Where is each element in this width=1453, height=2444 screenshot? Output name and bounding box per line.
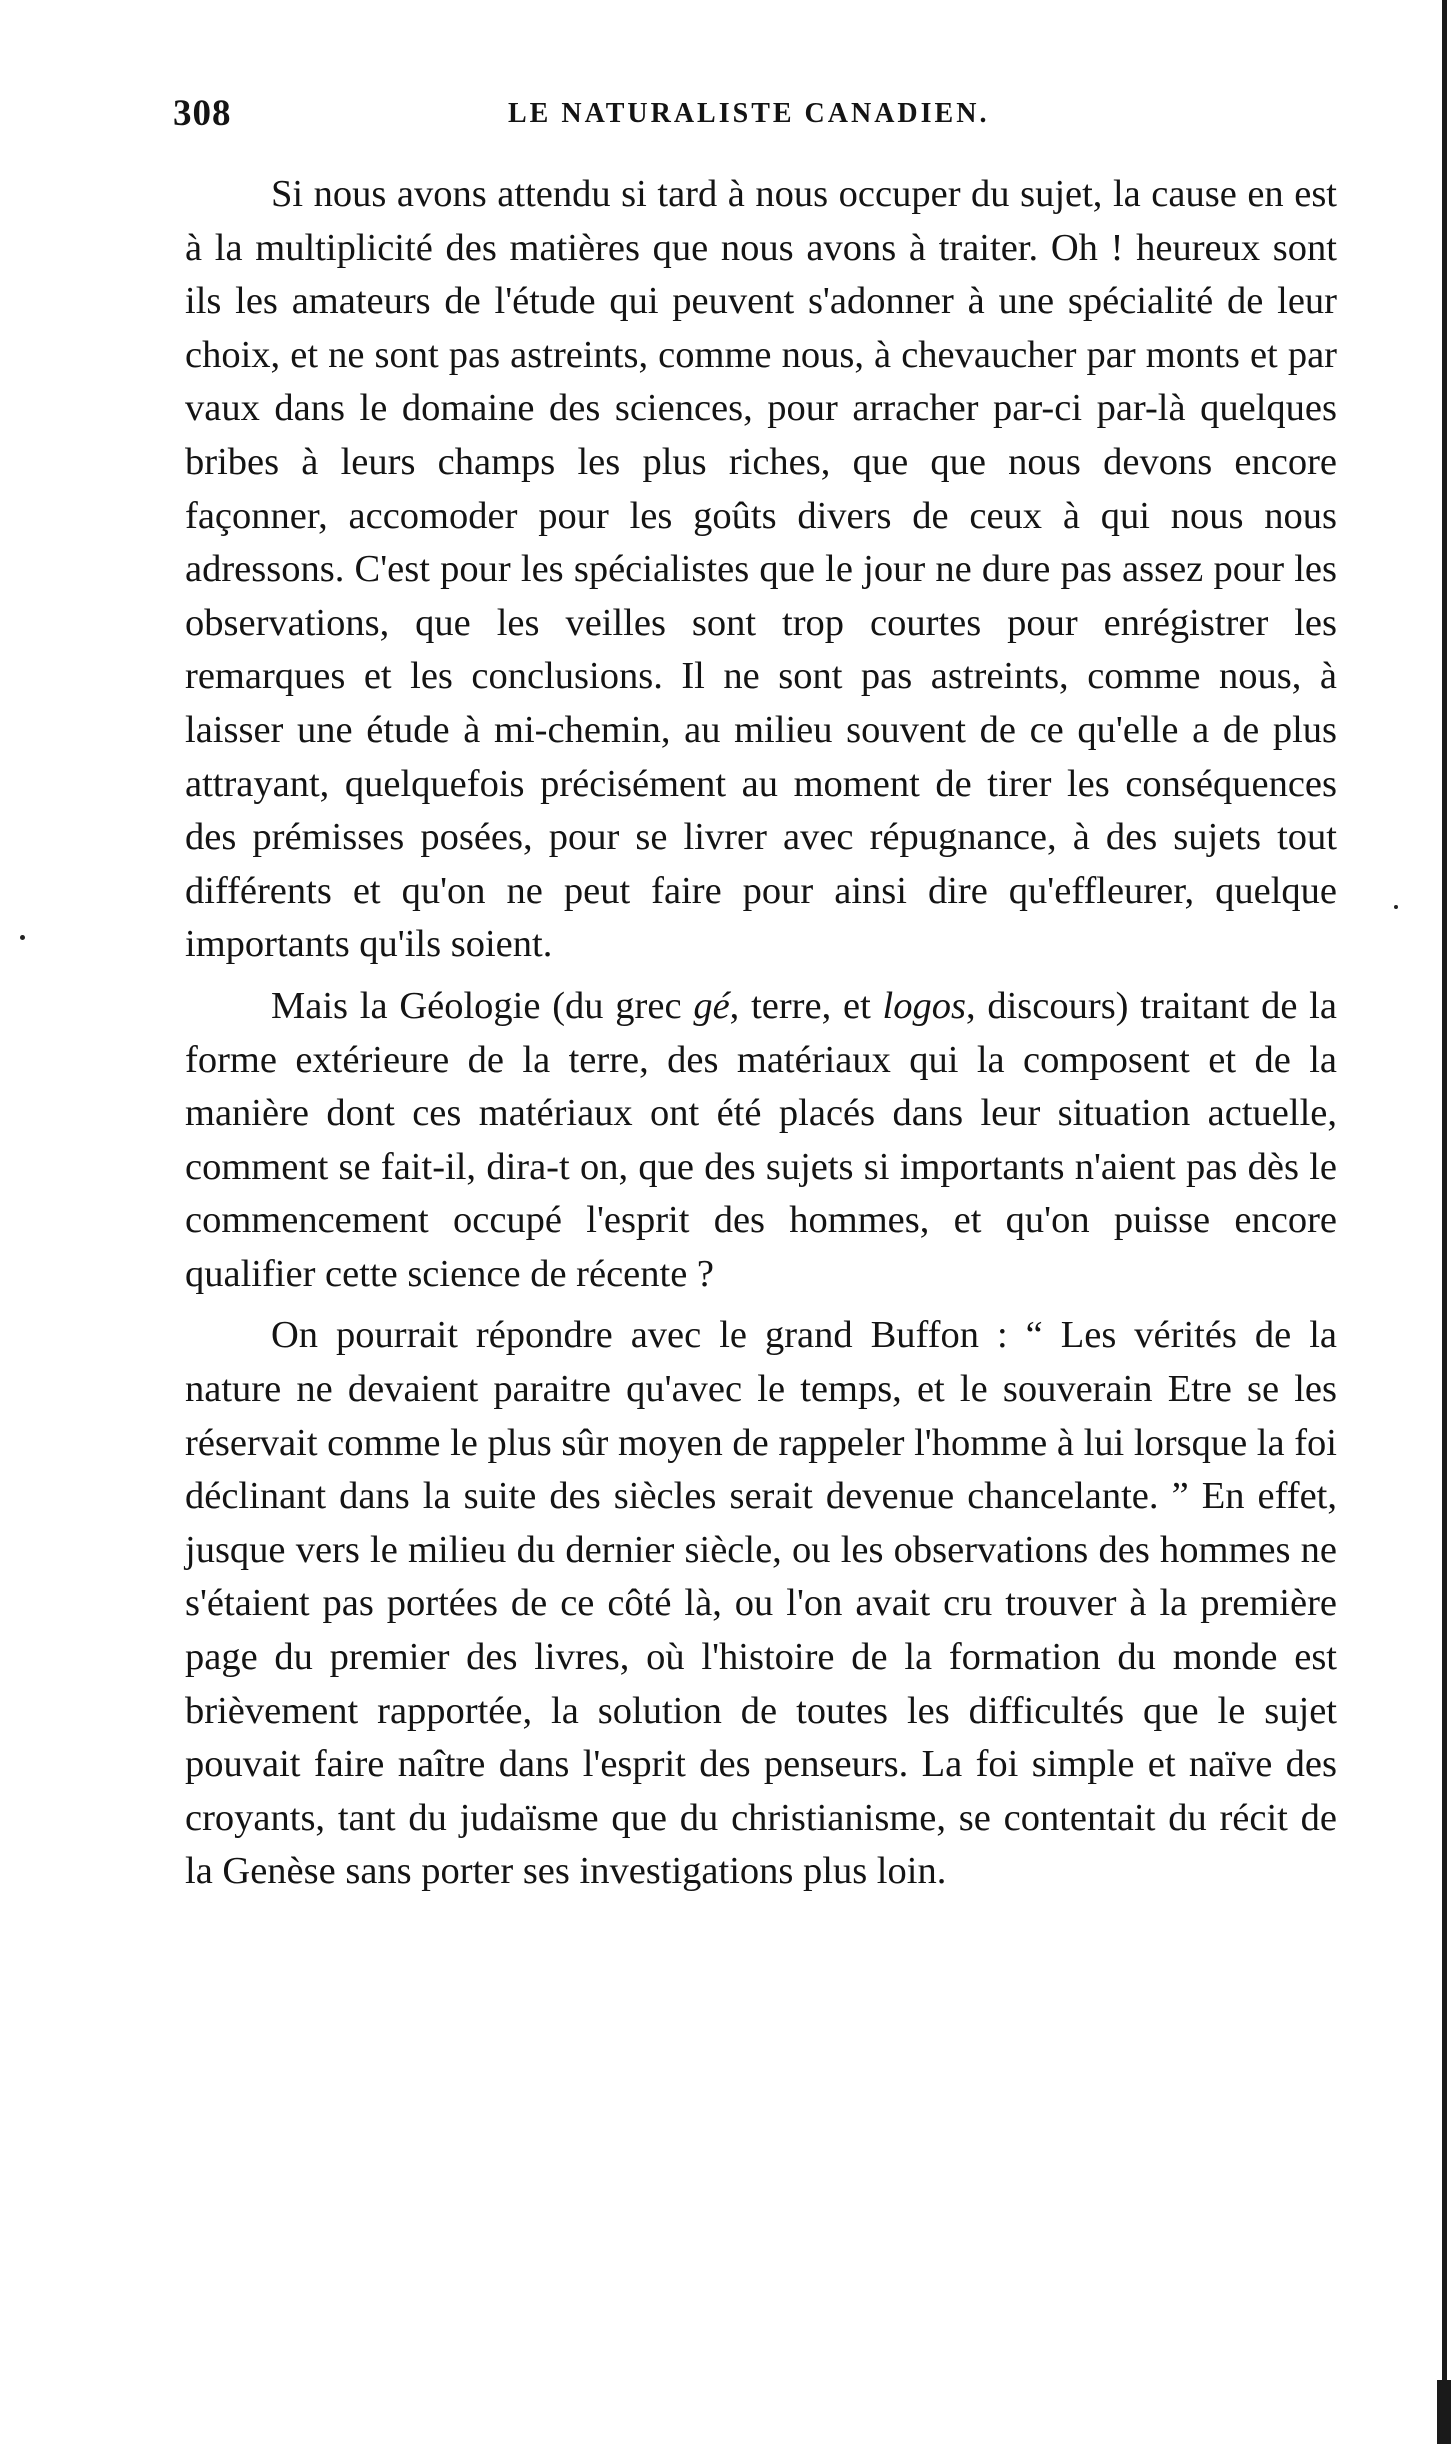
- greek-term-ge: gé: [693, 984, 730, 1027]
- paragraph-3: [185, 1309, 1337, 1899]
- scan-speck: [1394, 905, 1398, 909]
- paragraph-2: [185, 980, 1337, 1302]
- body-text: [185, 168, 1337, 1899]
- paragraph-1-text: Si nous avons attendu si tard à nous occuper du sujet, la cause en est à la multiplicité des matières que nous avons à traiter. Oh ! heureux sont ils les amateurs de l'étude qui peuvent s'adonner à une spécialité de leur choix, et ne sont pas astreints, comme nous, à chevaucher par monts et par vaux dans le domaine des sciences, pour arracher par-ci par-là quelques bribes à leurs champs les plus riches, que que nous devons encore façonner, accomoder pour les goûts divers de ceux à qui nous nous adressons. C'est pour les spécialistes que le jour ne dure pas assez pour les observations, que les veilles sont trop courtes pour enrégistrer les remarques et les conclusions. Il ne sont pas astreints, comme nous, à laisser une étude à mi-chemin, au milieu souvent de ce qu'elle a de plus attrayant, quelquefois précisément au moment de tirer les conséquences des prémisses posées, pour se livrer avec répugnance, à des sujets tout différents et qu'on ne peut faire pour ainsi dire qu'effleurer, quelque importants qu'ils soient.: [185, 173, 1337, 966]
- paragraph-2-text-a: Mais la Géologie (du grec: [271, 984, 694, 1027]
- scan-edge-blot: [1437, 2380, 1451, 2444]
- paragraph-2-text-c: , discours) traitant de la forme extérieure de la terre, des matériaux qui la composent et de la manière dont ces matériaux ont été placés dans leur situation actuelle, comment se fait-il, dira-t on, que des sujets si importants n'aient pas dès le commencement occupé l'esprit des hommes, et qu'on puisse encore qualifier cette science de récente ?: [185, 984, 1337, 1295]
- paragraph-2-text-b: , terre, et: [729, 984, 883, 1027]
- greek-term-logos: logos: [882, 984, 966, 1027]
- scan-speck: [20, 935, 25, 940]
- page-header: [173, 92, 1333, 142]
- page-number: 308: [173, 93, 232, 134]
- paragraph-3-text: On pourrait répondre avec le grand Buffon : “ Les vérités de la nature ne devaient paraitre qu'avec le temps, et le souverain Etre se les réservait comme le plus sûr moyen de rappeler l'homme à lui lorsque la foi déclinant dans la suite des siècles serait devenue chancelante. ” En effet, jusque vers le milieu du dernier siècle, ou les observations des hommes ne s'étaient pas portées de ce côté là, ou l'on avait cru trouver à la première page du premier des livres, où l'histoire de la formation du monde est brièvement rapportée, la solution de toutes les difficultés que le sujet pouvait faire naître dans l'esprit des penseurs. La foi simple et naïve des croyants, tant du judaïsme que du christianisme, se contentait du récit de la Genèse sans porter ses investigations plus loin.: [185, 1314, 1337, 1893]
- running-head: LE NATURALISTE CANADIEN.: [508, 98, 990, 129]
- scan-edge-line: [1442, 0, 1447, 2444]
- paragraph-1: [185, 168, 1337, 972]
